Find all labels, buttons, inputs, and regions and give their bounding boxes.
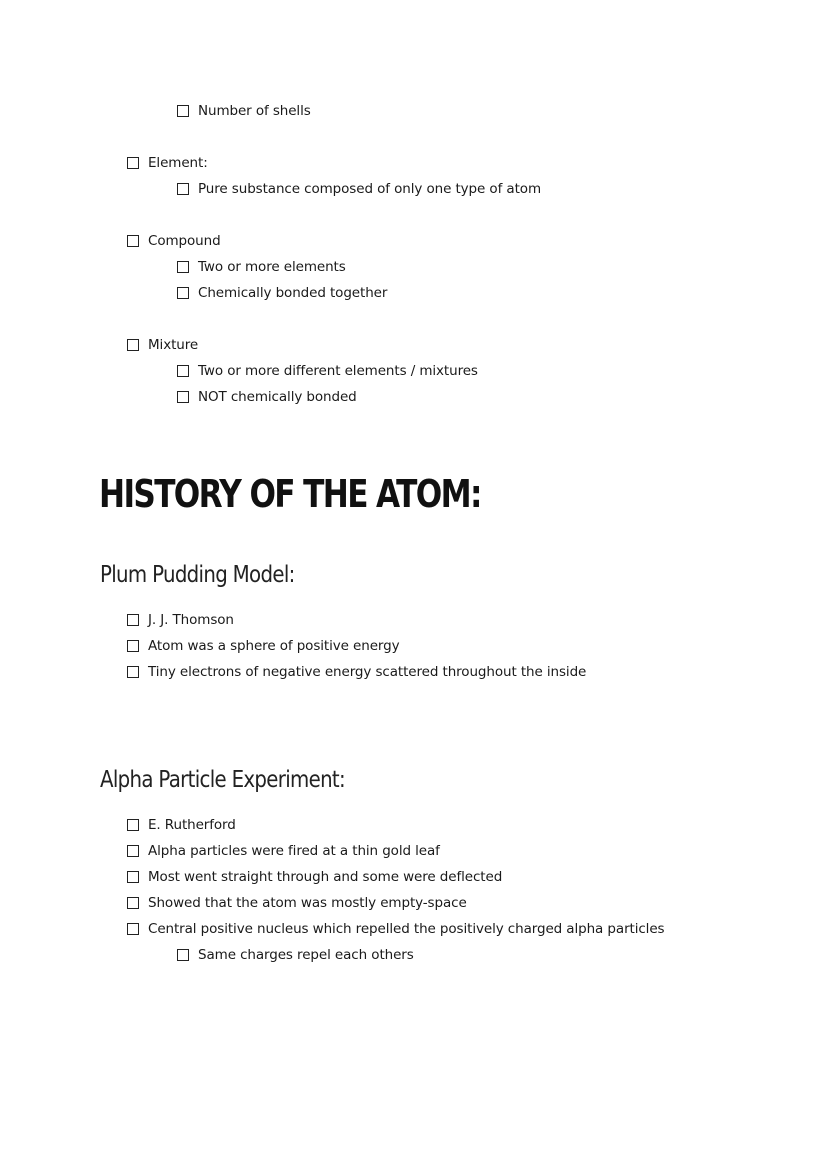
checklist-item-label: Mixture	[148, 337, 199, 353]
checklist-item-label: Chemically bonded together	[198, 285, 388, 301]
checklist-item-label: Compound	[148, 233, 221, 249]
checklist-item-mixture[interactable]	[127, 334, 198, 356]
checklist-item-label: J. J. Thomson	[148, 612, 234, 628]
checkbox[interactable]	[127, 614, 139, 626]
checklist-item-label: Number of shells	[198, 103, 311, 119]
checklist-item[interactable]	[127, 840, 440, 862]
checklist-item-label: Central positive nucleus which repelled the positively charged alpha particles	[148, 921, 665, 937]
checklist-item[interactable]	[127, 918, 664, 940]
checkbox[interactable]	[127, 871, 139, 883]
checkbox[interactable]	[127, 157, 139, 169]
checklist-item[interactable]	[177, 282, 387, 304]
checkbox[interactable]	[127, 819, 139, 831]
checklist-item[interactable]	[177, 360, 478, 382]
checkbox[interactable]	[127, 897, 139, 909]
checkbox[interactable]	[127, 640, 139, 652]
checklist-item-compound[interactable]	[127, 230, 221, 252]
checklist-item[interactable]	[177, 944, 414, 966]
checklist-item[interactable]	[177, 386, 357, 408]
checkbox[interactable]	[127, 845, 139, 857]
checklist-item[interactable]	[127, 661, 586, 683]
checkbox[interactable]	[177, 183, 189, 195]
checklist-item[interactable]	[177, 100, 311, 122]
checklist-item[interactable]	[177, 178, 541, 200]
checkbox[interactable]	[127, 235, 139, 247]
checklist-item[interactable]	[127, 866, 502, 888]
checklist-item-label: Pure substance composed of only one type of atom	[198, 181, 541, 197]
checklist-item-label: Most went straight through and some were deflected	[148, 869, 503, 885]
checklist-item[interactable]	[127, 814, 236, 836]
checkbox[interactable]	[127, 923, 139, 935]
checklist-item-label: NOT chemically bonded	[198, 389, 357, 405]
checklist-item-label: Showed that the atom was mostly empty-space	[148, 895, 467, 911]
checkbox[interactable]	[127, 339, 139, 351]
checklist-item-label: Element:	[148, 155, 208, 171]
checklist-item-label: Tiny electrons of negative energy scattered throughout the inside	[148, 664, 587, 680]
checklist-item-label: Two or more different elements / mixtures	[198, 363, 478, 379]
checklist-item[interactable]	[127, 892, 467, 914]
checklist-item-element[interactable]	[127, 152, 208, 174]
checkbox[interactable]	[177, 105, 189, 117]
checkbox[interactable]	[177, 261, 189, 273]
checklist-item-label: Same charges repel each others	[198, 947, 414, 963]
checkbox[interactable]	[177, 287, 189, 299]
checkbox[interactable]	[177, 391, 189, 403]
checklist-item-label: Atom was a sphere of positive energy	[148, 638, 400, 654]
checklist-item-label: Alpha particles were fired at a thin gold leaf	[148, 843, 440, 859]
section-heading-alpha-particle: Alpha Particle Experiment:	[100, 767, 345, 793]
checkbox[interactable]	[177, 949, 189, 961]
checklist-item[interactable]	[127, 635, 400, 657]
checklist-item-label: E. Rutherford	[148, 817, 236, 833]
checkbox[interactable]	[177, 365, 189, 377]
checklist-item[interactable]	[177, 256, 346, 278]
page-title: HISTORY OF THE ATOM:	[99, 472, 481, 516]
checklist-item[interactable]	[127, 609, 234, 631]
checkbox[interactable]	[127, 666, 139, 678]
section-heading-plum-pudding: Plum Pudding Model:	[100, 562, 295, 588]
checklist-item-label: Two or more elements	[198, 259, 346, 275]
